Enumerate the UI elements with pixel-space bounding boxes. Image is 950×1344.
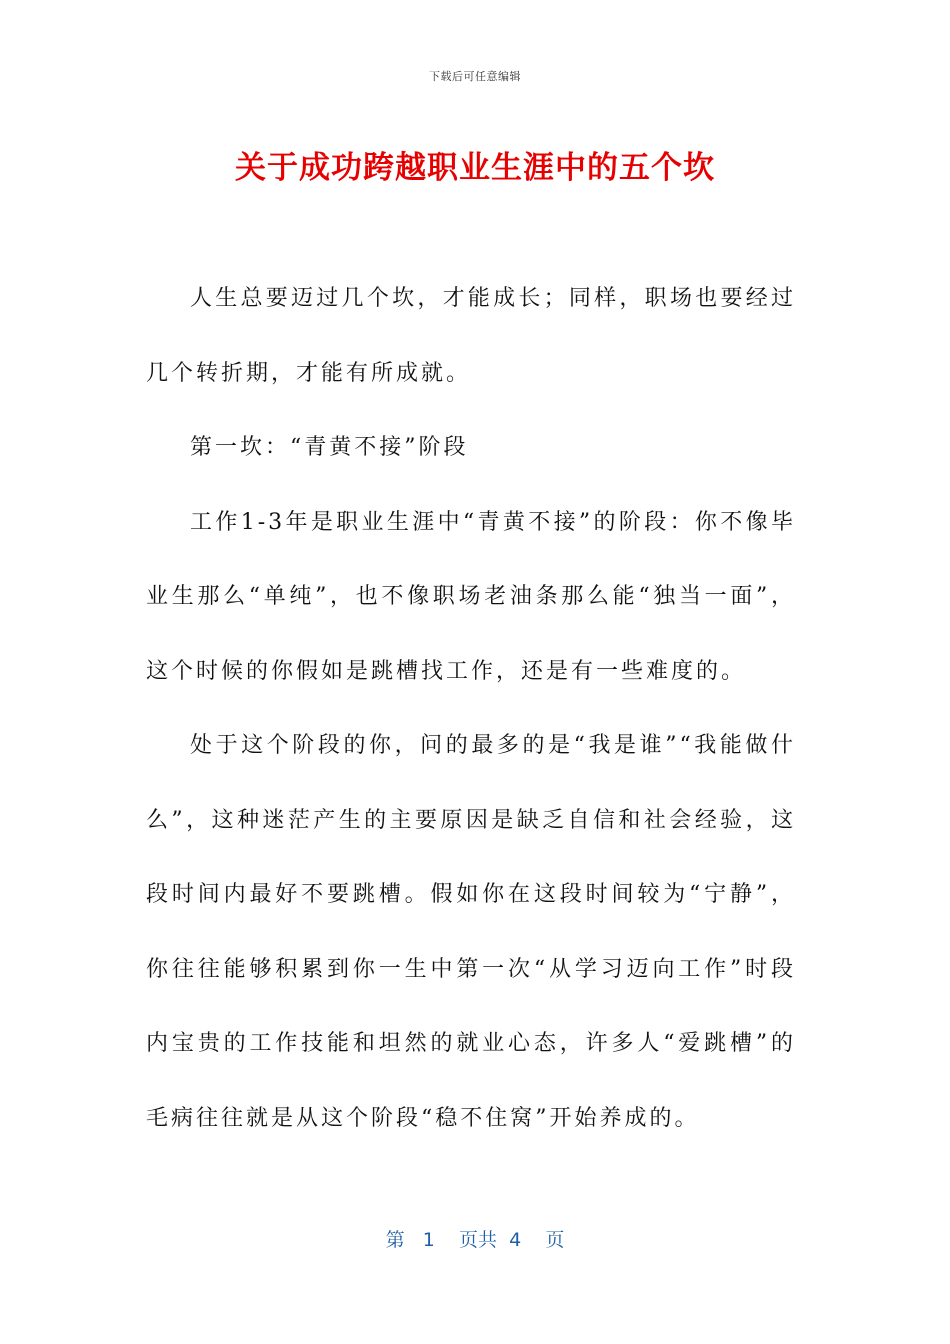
document-body [146,262,796,1156]
page-number-footer [0,1225,950,1252]
paragraph-advice: 处于这个阶段的你，问的最多的是“我是谁”“我能做什么”，这种迷茫产生的主要原因是缺乏自信和社会经验，这段时间内最好不要跳槽。假如你在这段时间较为“宁静”，你往往能够积累到你一生中第一次“从学习迈向工作”时段内宝贵的工作技能和坦然的就业心态，许多人“爱跳槽”的毛病往往就是从这个阶段“稳不住窝”开始养成的。 [146,733,796,1131]
document-title: 关于成功跨越职业生涯中的五个坎 [235,150,715,186]
paragraph-intro: 人生总要迈过几个坎，才能成长；同样，职场也要经过几个转折期，才能有所成就。 [146,286,796,386]
footer-total-pages: 4 [509,1229,522,1251]
footer-prefix: 第 [385,1229,405,1251]
footer-current-page: 1 [422,1229,435,1251]
header-note: 下载后可任意编辑 [429,70,521,83]
footer-mid: 页共 [459,1229,498,1251]
footer-suffix: 页 [545,1229,565,1251]
paragraph-stage-description: 工作1-3年是职业生涯中“青黄不接”的阶段：你不像毕业生那么“单纯”，也不像职场老油条那么能“独当一面”，这个时候的你假如是跳槽找工作，还是有一些难度的。 [146,509,796,684]
paragraph-section-heading: 第一坎：“青黄不接”阶段 [190,435,469,460]
